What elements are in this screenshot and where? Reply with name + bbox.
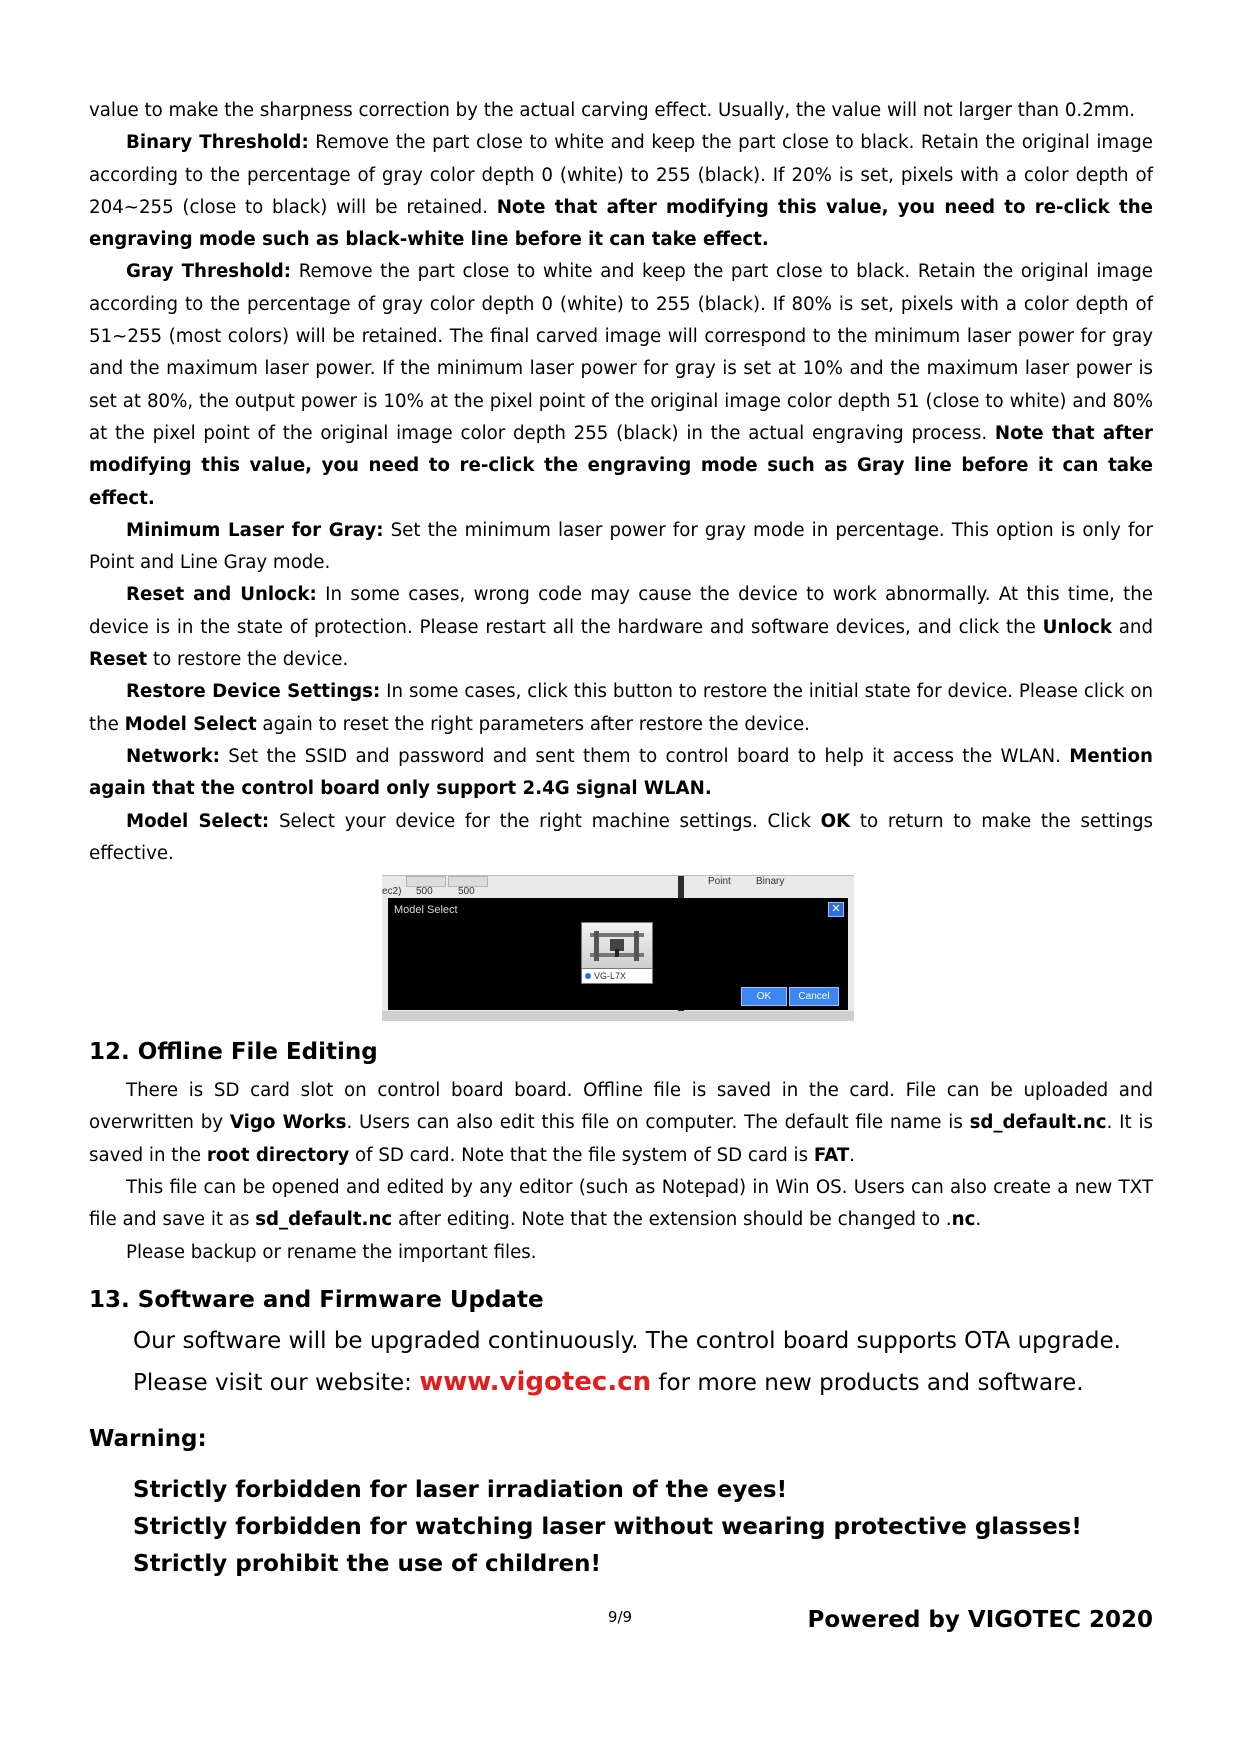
section-13-line-2 [89,1362,1153,1404]
gray-threshold-text: Remove the part close to white and keep the part close to black. Retain the original image according to the percentage of gray color depth 0 (white) to 255 (black). If 80% is set, pixels with a color depth of 51~255 (most colors) will be retained. The final carved image will correspond to the minimum laser power for gray and the maximum laser power. If the minimum laser power for gray is set at 10% and the maximum laser power is set at 80%, the output power is 10% at the pixel point of the original image color depth 51 (close to white) and 80% at the pixel point of the original image color depth 255 (black) in the actual engraving process. [89,261,1153,444]
reset-unlock-text: In some cases, wrong code may cause the device to work abnormally. At this time, the device is in the state of protection. Please restart all the hardware and software devices, and click the [89,584,1153,638]
reset-word: Reset [89,649,148,671]
section-12-heading: 12. Offline File Editing [89,1039,378,1066]
s12-text: . It is saved in the [89,1112,1153,1166]
model-select-text-end: to return to make the settings effective. [89,810,1153,864]
model-name: VG-L7X [594,971,627,982]
ok-word: OK [820,810,851,832]
restore-settings-label: Restore Device Settings: [126,681,381,703]
bg-bottom-strip [382,1011,854,1021]
dialog-title: Model Select [394,904,458,917]
vigo-works-word: Vigo Works [229,1112,347,1134]
nc-extension: nc [951,1209,976,1231]
s12-text: There is SD card slot on control board board. Offline file is saved in the card. File can be uploaded and overwritten by [89,1080,1153,1134]
min-laser-label: Minimum Laser for Gray: [126,519,384,541]
sd-default-filename: sd_default.nc [255,1209,393,1231]
warning-line: Strictly prohibit the use of children! [133,1550,602,1577]
section-12-paragraph-1 [89,1075,1153,1172]
and-word: and [1112,616,1154,638]
warning-line: Strictly forbidden for laser irradiation of the eyes! [133,1476,788,1503]
reset-unlock-text-end: to restore the device. [147,649,349,671]
fat-word: FAT [813,1144,850,1166]
sharpness-continuation: value to make the sharpness correction by the actual carving effect. Usually, the value will not larger than 0.2mm. [89,100,1135,121]
model-select-word: Model Select [124,713,257,735]
radio-selected-icon [585,973,591,979]
warning-heading: Warning: [89,1425,207,1452]
model-option[interactable] [581,968,653,984]
warning-line: Strictly forbidden for watching laser without wearing protective glasses! [133,1513,1082,1540]
model-select-screenshot [382,875,854,1021]
restore-settings-paragraph [89,676,1153,741]
gray-threshold-paragraph [89,256,1153,514]
s12-text: This file can be opened and edited by any editor (such as Notepad) in Win OS. Users can also create a new TXT file and save it as [89,1177,1153,1231]
bg-point-label: Point [708,876,731,888]
model-select-paragraph [89,806,1153,871]
close-icon[interactable]: ✕ [828,902,844,917]
section-12-paragraph-2 [89,1172,1153,1237]
network-note: Mention again that the control board only support 2.4G signal WLAN. [89,745,1153,800]
reset-unlock-paragraph [89,579,1153,676]
network-paragraph [89,741,1153,806]
engraver-machine-icon [582,923,652,968]
section-12-paragraph-3: Please backup or rename the important files. [126,1241,537,1263]
gray-threshold-label: Gray Threshold: [126,261,292,283]
s12-text: . [849,1144,856,1166]
unlock-word: Unlock [1042,616,1112,638]
min-laser-text: Set the minimum laser power for gray mode in percentage. This option is only for Point and Line Gray mode. [89,519,1153,574]
model-select-label: Model Select: [126,810,270,832]
binary-threshold-label: Binary Threshold: [126,132,309,154]
website-link[interactable]: www.vigotec.cn [419,1366,652,1397]
reset-unlock-label: Reset and Unlock: [126,584,317,606]
binary-threshold-note: Note that after modifying this value, you need to re-click the engraving mode such as black-white line before it can take effect. [89,196,1153,251]
binary-threshold-text: Remove the part close to white and keep the part close to black. Retain the original image according to the percentage of gray color depth 0 (white) to 255 (black). If 20% is set, pixels with a color depth of 204~255 (close to black) will be retained. [89,132,1153,218]
network-text: Set the SSID and password and sent them to control board to help it access the WLAN. [219,745,1070,767]
model-select-dialog [388,898,848,1010]
binary-threshold-paragraph [89,127,1153,256]
bg-value: 500 [458,886,475,898]
restore-settings-text: In some cases, click this button to restore the initial state for device. Please click on the [89,681,1153,735]
network-label: Network: [126,745,220,767]
s12-text: after editing. Note that the extension should be changed to . [392,1209,952,1231]
s12-text: of SD card. Note that the file system of SD card is [349,1144,814,1166]
bg-left-label: ec2) [382,886,402,898]
engraver-machine-image[interactable] [581,922,653,969]
powered-by: Powered by VIGOTEC 2020 [807,1606,1153,1633]
document-page [89,95,1153,1633]
s13-text: for more new products and software. [651,1369,1084,1396]
s13-text: Please visit our website: [133,1369,420,1396]
s12-text: . Users can also edit this file on computer. The default file name is [346,1112,970,1134]
min-laser-paragraph [89,515,1153,580]
bg-value: 500 [416,886,433,898]
model-select-text: Select your device for the right machine settings. Click [269,810,821,832]
cancel-button[interactable]: Cancel [789,987,839,1006]
root-directory-word: root directory [206,1144,350,1166]
s12-text: . [975,1209,982,1231]
bg-binary-label: Binary [756,876,785,888]
page-number: 9/9 [607,1608,633,1626]
section-13-line-1: Our software will be upgraded continuously. The control board supports OTA upgrade. [133,1327,1121,1354]
ok-button[interactable]: OK [741,987,787,1006]
section-13-heading: 13. Software and Firmware Update [89,1286,544,1313]
gray-threshold-note: Note that after modifying this value, you need to re-click the engraving mode such as Gray line before it can take effect. [89,422,1154,509]
sd-default-filename: sd_default.nc [969,1112,1107,1134]
restore-settings-text-end: again to reset the right parameters after restore the device. [256,713,810,735]
